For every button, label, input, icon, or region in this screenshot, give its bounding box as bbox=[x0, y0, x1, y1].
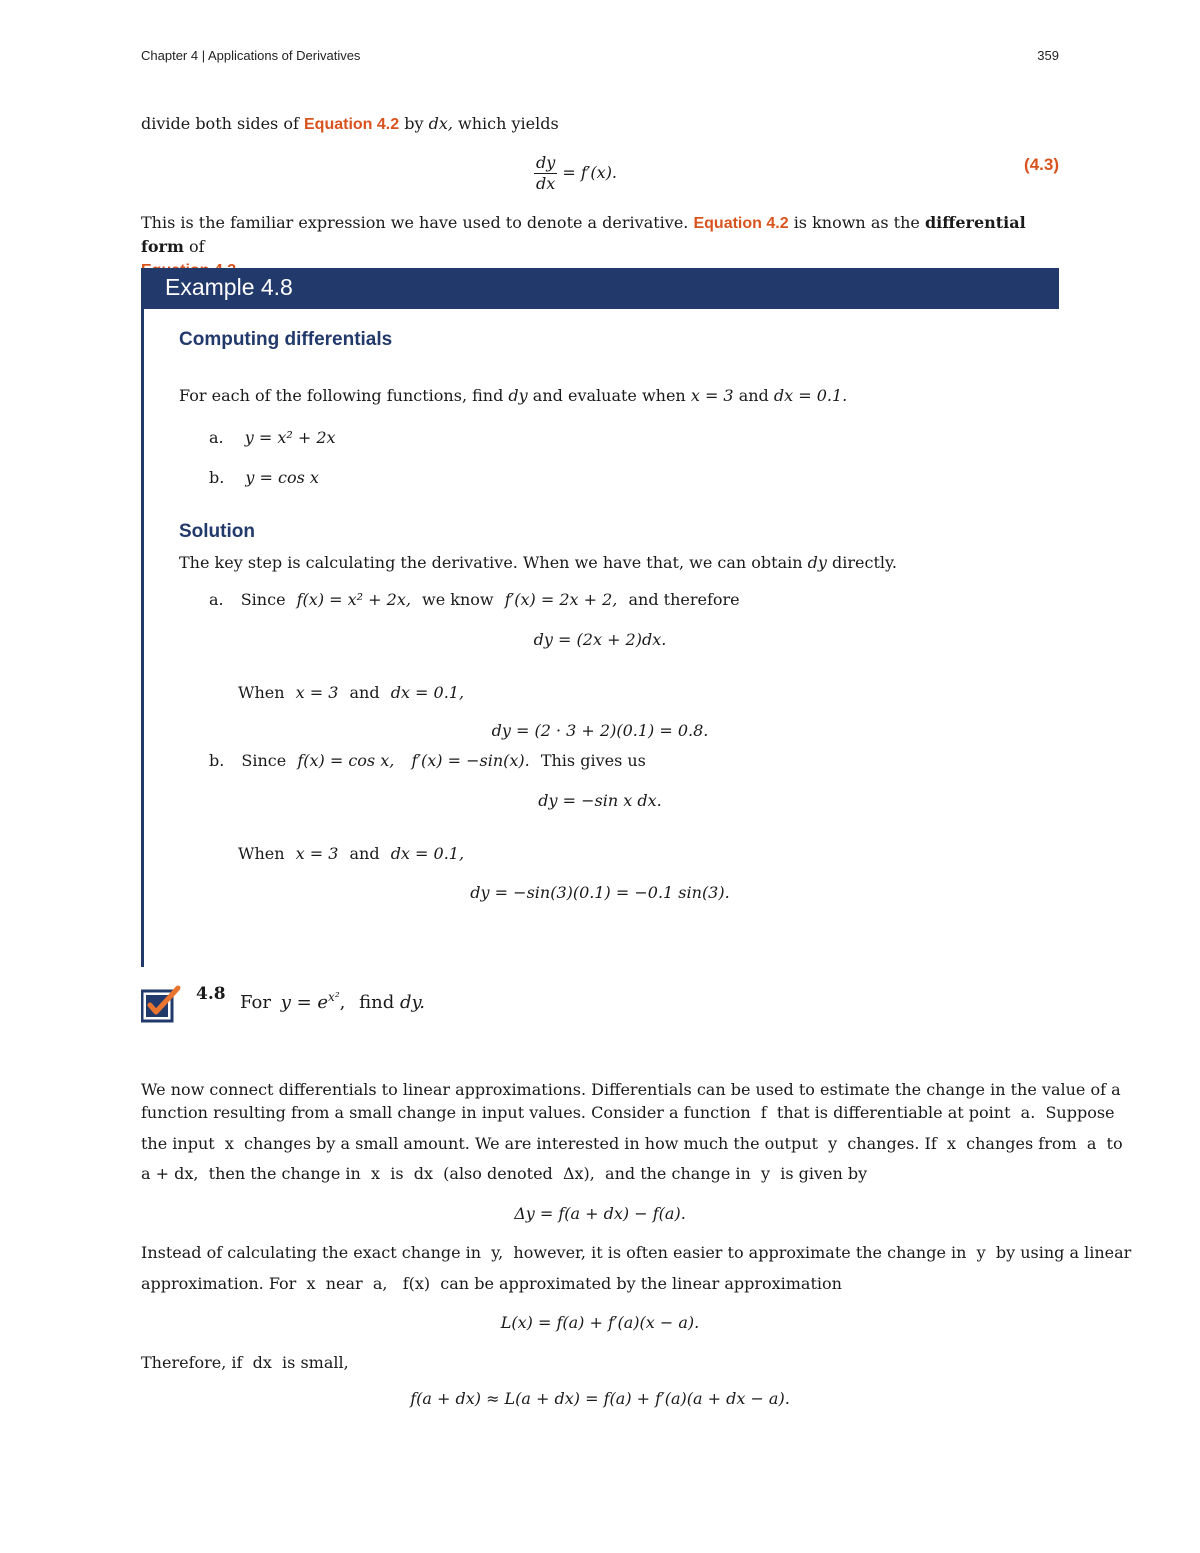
part-a-differential: dy = (2x + 2)dx. bbox=[533, 630, 667, 649]
derivative-fraction: $\frac{dy}{dx}$ bbox=[536, 153, 556, 193]
solution-part-b: b. Since f(x) = cos x, f′(x) = −sin(x). This gives us bbox=[209, 751, 646, 770]
example-item-a: a. y = x² + 2x bbox=[209, 428, 336, 447]
part-b-when: When x = 3 and dx = 0.1, bbox=[238, 844, 465, 863]
solution-heading: Solution bbox=[179, 521, 255, 542]
body-paragraph-1-line-4: a + dx, then the change in x is dx (also denoted Δx), and the change in y is given by bbox=[141, 1164, 868, 1183]
body-paragraph-2-line-1: Instead of calculating the exact change in y, however, it is often easier to approximate the change in y by using a linear bbox=[141, 1243, 1132, 1262]
part-b-evaluated: dy = −sin(3)(0.1) = −0.1 sin(3). bbox=[470, 883, 730, 902]
equation-4-3: $\frac{dy}{dx}$ = f′(x). bbox=[536, 153, 618, 193]
delta-y-equation: Δy = f(a + dx) − f(a). bbox=[514, 1204, 686, 1223]
solution-intro: The key step is calculating the derivative. When we have that, we can obtain dy directly. bbox=[179, 553, 897, 572]
differential-form-paragraph: This is the familiar expression we have used to denote a derivative. Equation 4.2 is known as the differential form of bbox=[141, 211, 1059, 282]
body-paragraph-1-line-1: We now connect differentials to linear approximations. Differentials can be used to estimate the change in the value of a bbox=[141, 1080, 1121, 1099]
checkpoint-prompt: For $y = e^{x^2}$, find dy. bbox=[240, 990, 425, 1013]
example-prompt: For each of the following functions, find dy and evaluate when x = 3 and dx = 0.1. bbox=[179, 386, 848, 405]
equation-number-4-3: (4.3) bbox=[1024, 155, 1059, 174]
checkpoint-icon bbox=[141, 985, 177, 1021]
equation-4-2-link[interactable]: Equation 4.2 bbox=[304, 116, 400, 133]
example-box bbox=[141, 268, 1059, 968]
page-number: 359 bbox=[1037, 48, 1059, 63]
example-heading: Computing differentials bbox=[179, 329, 393, 350]
linear-approximation-equation: L(x) = f(a) + f′(a)(x − a). bbox=[500, 1313, 700, 1332]
part-a-when: When x = 3 and dx = 0.1, bbox=[238, 683, 465, 702]
intro-line: divide both sides of Equation 4.2 by dx, which yields bbox=[141, 114, 559, 133]
differential-form-term: differential form bbox=[141, 213, 1026, 256]
example-title-bar bbox=[141, 268, 1059, 309]
body-paragraph-3: Therefore, if dx is small, bbox=[141, 1353, 349, 1372]
part-b-differential: dy = −sin x dx. bbox=[538, 791, 662, 810]
example-item-b: b. y = cos x bbox=[209, 468, 319, 487]
part-a-evaluated: dy = (2 · 3 + 2)(0.1) = 0.8. bbox=[491, 721, 709, 740]
approximation-equation: f(a + dx) ≈ L(a + dx) = f(a) + f′(a)(a + dx − a). bbox=[410, 1389, 790, 1408]
body-paragraph-1-line-3: the input x changes by a small amount. We are interested in how much the output y changes. If x changes from a to bbox=[141, 1134, 1123, 1153]
solution-part-a: a. Since f(x) = x² + 2x, we know f′(x) = 2x + 2, and therefore bbox=[209, 590, 740, 609]
checkpoint-number: 4.8 bbox=[196, 984, 226, 1004]
body-paragraph-1-line-2: function resulting from a small change in input values. Consider a function f that is differentiable at point a. Suppose bbox=[141, 1103, 1115, 1122]
equation-4-2-link-2[interactable]: Equation 4.2 bbox=[693, 215, 789, 232]
example-title: Example 4.8 bbox=[165, 274, 293, 300]
running-header: Chapter 4 | Applications of Derivatives bbox=[141, 48, 361, 63]
body-paragraph-2-line-2: approximation. For x near a, f(x) can be approximated by the linear approximation bbox=[141, 1274, 842, 1293]
